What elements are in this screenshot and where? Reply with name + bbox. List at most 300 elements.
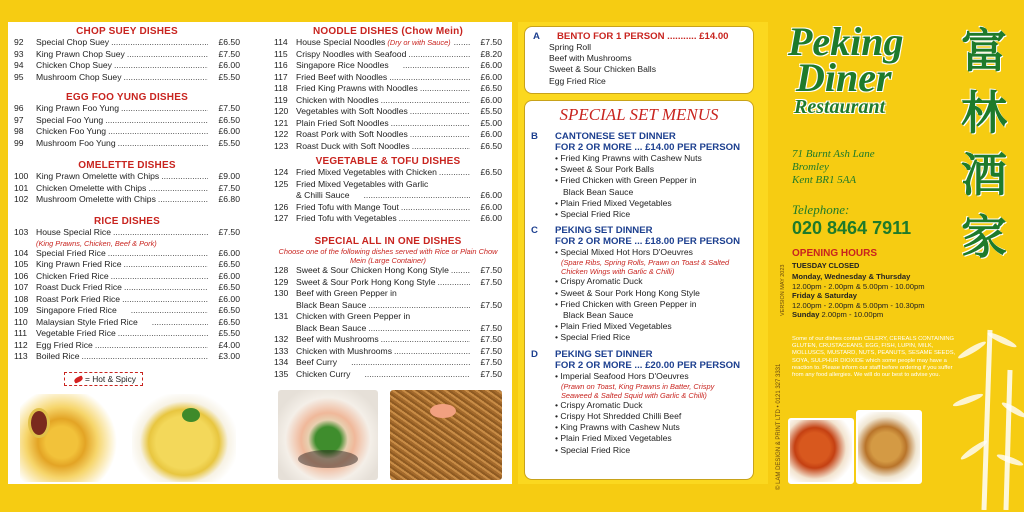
- item-number: 115: [274, 48, 288, 59]
- set-item: • Crispy Aromatic Duck: [555, 399, 643, 410]
- item-name-wrap: [36, 305, 208, 317]
- item-name: Vegetables with Soft Noodles: [296, 106, 408, 116]
- item-name-wrap: [36, 294, 208, 306]
- set-header: [531, 349, 747, 360]
- menu-item: [274, 265, 502, 277]
- set-list: [531, 131, 747, 456]
- item-name-wrap: [296, 179, 470, 191]
- item-number: 132: [274, 334, 289, 344]
- item-price: £7.50: [470, 265, 502, 277]
- item-number: 119: [274, 94, 288, 105]
- menu-item: [274, 106, 502, 118]
- hours-times: 12.00pm - 2.00pm & 5.00pm - 10.00pm: [792, 281, 925, 291]
- item-name-wrap: [296, 300, 470, 312]
- set-letter: B: [531, 131, 538, 142]
- hours-title: OPENING HOURS: [792, 248, 878, 259]
- item-price: £7.50: [470, 357, 502, 369]
- item-price: £6.00: [208, 294, 240, 306]
- chili-icon: [352, 192, 362, 200]
- item-number: 106: [14, 270, 29, 281]
- item-price: £6.50: [208, 37, 240, 49]
- menu-item: [14, 271, 240, 283]
- bento-item: Beef with Mushrooms: [549, 53, 632, 64]
- item-name: Beef with Mushrooms: [296, 334, 379, 344]
- item-number: 113: [14, 351, 28, 361]
- item-name-wrap: [296, 288, 470, 300]
- section-note: Choose one of the following dishes served with Rice or Plain Chow Mein (Large Container): [278, 247, 498, 265]
- item-price: £6.00: [208, 248, 240, 260]
- section-title: OMELETTE DISHES: [78, 160, 176, 171]
- item-number: 125: [274, 178, 289, 189]
- item-note: (Dry or with Sauce): [385, 38, 451, 47]
- menu-item: [14, 340, 240, 352]
- item-price: £6.50: [208, 305, 240, 317]
- menu-section-omelette: [14, 160, 240, 206]
- item-price: £6.00: [470, 190, 502, 202]
- item-name-wrap: [296, 49, 470, 61]
- item-number: [274, 190, 296, 202]
- item-price: £6.00: [470, 213, 502, 225]
- item-name: Chicken with Mushrooms: [296, 345, 392, 356]
- telephone-label: Telephone:: [792, 202, 850, 217]
- item-name-wrap: [36, 37, 208, 49]
- item-name-wrap: [296, 311, 470, 323]
- menu-item: [14, 115, 240, 127]
- item-price: £7.50: [470, 334, 502, 346]
- item-name: Fried Mixed Vegetables with Chicken: [296, 167, 437, 177]
- chili-icon: [339, 359, 349, 367]
- food-photo-chicken-balls: [788, 418, 854, 484]
- item-name-wrap: [36, 328, 208, 340]
- item-name: King Prawn Chop Suey: [36, 48, 125, 59]
- menu-item: [274, 72, 502, 84]
- item-number: 128: [274, 265, 289, 275]
- item-name-wrap: [36, 49, 208, 61]
- item-number: 92: [14, 37, 24, 47]
- bento-item: Sweet & Sour Chicken Balls: [549, 64, 656, 75]
- item-number: 118: [274, 83, 288, 93]
- item-price: [470, 288, 502, 300]
- item-number: 95: [14, 71, 24, 82]
- set-title: CANTONESE SET DINNER: [555, 131, 676, 142]
- item-name-wrap: [296, 190, 470, 202]
- item-number: [274, 300, 296, 312]
- item-price: £6.00: [470, 202, 502, 214]
- item-price: £6.50: [208, 317, 240, 329]
- item-price: £6.50: [470, 83, 502, 95]
- item-name: Special Foo Yung: [36, 114, 104, 125]
- item-name: Roast Duck Fried Rice: [36, 282, 122, 292]
- menu-item: [14, 305, 240, 317]
- item-name: Sweet & Sour Chicken Hong Kong Style: [296, 265, 449, 275]
- item-number: 104: [14, 247, 29, 258]
- item-name-wrap: [296, 265, 470, 277]
- item-price: £7.50: [470, 323, 502, 335]
- bento-item: Spring Roll: [549, 42, 592, 52]
- set-item: Black Bean Sauce: [563, 310, 634, 321]
- menu-item: [274, 37, 502, 49]
- item-number: 101: [14, 182, 29, 193]
- set-item: • Special Fried Rice: [555, 332, 631, 343]
- item-price: £4.00: [208, 340, 240, 352]
- item-name: Black Bean Sauce: [296, 299, 367, 310]
- item-number: 96: [14, 103, 24, 113]
- item-number: 117: [274, 71, 288, 82]
- set-item: • Fried Chicken with Green Pepper in: [555, 175, 697, 186]
- item-name: Sweet & Sour Pork Hong Kong Style: [296, 276, 436, 287]
- hours-row: [792, 291, 925, 310]
- item-name-wrap: [36, 317, 208, 329]
- item-number: [274, 323, 296, 335]
- set-letter: D: [531, 348, 538, 360]
- item-name: Singapore Fried Rice: [36, 305, 130, 315]
- hot-spicy-legend: [64, 372, 143, 386]
- menu-item: [14, 227, 240, 239]
- set-item: • Plain Fried Mixed Vegetables: [555, 321, 672, 332]
- item-name: Fried King Prawns with Noodles: [296, 83, 418, 93]
- name-restaurant: Restaurant: [794, 96, 886, 118]
- item-name-wrap: [296, 167, 470, 179]
- item-price: £7.50: [470, 300, 502, 312]
- item-name-wrap: [296, 106, 470, 118]
- item-name: House Special Rice: [36, 227, 111, 237]
- menu-item: [274, 357, 502, 369]
- item-price: £5.50: [208, 328, 240, 340]
- item-name-wrap: [296, 72, 470, 84]
- menu-section-chop-suey: [14, 26, 240, 83]
- item-name-wrap: [36, 183, 208, 195]
- menu-item: [14, 294, 240, 306]
- item-number: 129: [274, 276, 289, 287]
- chili-icon: [73, 376, 83, 384]
- item-name: King Prawn Fried Rice: [36, 259, 122, 269]
- item-name-wrap: [36, 282, 208, 294]
- chili-icon: [119, 307, 129, 315]
- version-note: VERSION MAY 2023: [780, 264, 786, 316]
- item-price: £7.50: [208, 103, 240, 115]
- item-number: 131: [274, 311, 289, 321]
- item-number: 93: [14, 48, 24, 59]
- item-number: 100: [14, 171, 29, 181]
- menu-item: [14, 248, 240, 260]
- item-number: 108: [14, 293, 29, 304]
- item-name-wrap: [36, 194, 208, 206]
- chili-icon: [140, 318, 150, 326]
- set-menu: [531, 131, 747, 220]
- set-price: FOR 2 OR MORE ... £14.00 PER PERSON: [555, 142, 740, 153]
- set-item: • Crispy Hot Shredded Chilli Beef: [555, 411, 682, 422]
- set-item: Black Bean Sauce: [563, 186, 634, 197]
- opening-hours: [792, 272, 925, 320]
- item-name-wrap: [296, 129, 470, 141]
- item-name-wrap: [296, 202, 470, 214]
- item-name: King Prawn Foo Yung: [36, 103, 119, 113]
- item-price: £7.50: [208, 227, 240, 239]
- item-name-wrap: [36, 259, 208, 271]
- tuesday-closed: TUESDAY CLOSED: [792, 261, 860, 270]
- item-number: 127: [274, 213, 289, 223]
- food-photo-prawns: [20, 394, 124, 482]
- menu-item: [14, 317, 240, 329]
- menu-item: [274, 311, 502, 323]
- item-price: [470, 311, 502, 323]
- bento-box: [524, 26, 754, 94]
- restaurant-name: [788, 19, 904, 118]
- item-name: Crispy Noodles with Seafood: [296, 48, 407, 59]
- item-number: 126: [274, 201, 289, 212]
- item-name: Roast Duck with Soft Noodles: [296, 140, 410, 151]
- item-name: Chicken with Noodles: [296, 94, 379, 105]
- item-name-wrap: [36, 271, 208, 283]
- food-photo-stirfry: [278, 390, 378, 480]
- item-price: £7.50: [208, 49, 240, 61]
- set-item: • King Prawns with Cashew Nuts: [555, 422, 680, 433]
- item-number: 121: [274, 117, 289, 128]
- item-price: [470, 179, 502, 191]
- menu-panel-left: [8, 22, 512, 484]
- item-name: Special Chop Suey: [36, 37, 110, 47]
- item-price: £6.00: [470, 95, 502, 107]
- bento-items: [533, 42, 745, 87]
- item-price: £7.50: [470, 277, 502, 289]
- set-item: • Fried King Prawns with Cashew Nuts: [555, 153, 702, 163]
- item-name-wrap: [36, 340, 208, 352]
- menu-item: [274, 118, 502, 130]
- section-title: CHOP SUEY DISHES: [76, 26, 178, 37]
- item-number: 116: [274, 60, 288, 70]
- set-header: [531, 225, 747, 236]
- item-name: Egg Fried Rice: [36, 339, 93, 350]
- menu-item: [274, 300, 502, 312]
- chinese-character: 家: [961, 210, 1007, 264]
- menu-item: [14, 183, 240, 195]
- item-number: 105: [14, 259, 29, 269]
- item-price: £6.50: [208, 282, 240, 294]
- item-name: Mushroom Chop Suey: [36, 71, 122, 82]
- item-name-wrap: [296, 334, 470, 346]
- menu-item: [14, 60, 240, 72]
- item-number: 99: [14, 137, 24, 148]
- item-name: & Chilli Sauce: [296, 190, 363, 200]
- menu-item: [274, 95, 502, 107]
- menu-item: [274, 323, 502, 335]
- menu-item: [274, 129, 502, 141]
- bento-letter: A: [533, 31, 540, 42]
- item-number: 114: [274, 37, 288, 47]
- section-title: EGG FOO YUNG DISHES: [66, 92, 188, 103]
- bento-item: Egg Fried Rice: [549, 75, 606, 86]
- item-number: 134: [274, 357, 289, 367]
- item-number: 103: [14, 227, 29, 237]
- menu-item: [274, 288, 502, 300]
- hours-days: Sunday: [792, 310, 820, 320]
- address-line: Bromley: [792, 161, 829, 173]
- menu-item: [274, 334, 502, 346]
- chinese-character: 林: [961, 86, 1007, 140]
- item-price: £5.00: [470, 118, 502, 130]
- item-name-wrap: [296, 60, 470, 72]
- set-note: (Spare Ribs, Spring Rolls, Prawn on Toast & Salted Chicken Wings with Garlic & Chilli): [561, 258, 730, 277]
- item-number: 130: [274, 288, 289, 298]
- menu-section-all-in-one: [274, 236, 502, 380]
- item-price: £8.20: [470, 49, 502, 61]
- item-number: 107: [14, 282, 29, 292]
- item-price: £5.50: [208, 72, 240, 84]
- item-name-wrap: [296, 346, 470, 358]
- item-name-wrap: [36, 138, 208, 150]
- special-set-title: SPECIAL SET MENUS: [559, 105, 719, 124]
- item-number: 124: [274, 167, 289, 177]
- item-price: £6.00: [208, 271, 240, 283]
- item-number: 111: [14, 328, 28, 338]
- item-name: Beef with Green Pepper in: [296, 288, 397, 298]
- hours-row: [792, 310, 925, 320]
- item-number: 133: [274, 345, 289, 356]
- menu-item: [14, 282, 240, 294]
- name-diner: Diner: [796, 55, 892, 100]
- item-name-wrap: [36, 351, 208, 363]
- item-name-wrap: [296, 357, 470, 369]
- menu-item: [274, 141, 502, 153]
- item-name: Chicken with Green Pepper in: [296, 311, 411, 321]
- set-item: • Fried Chicken with Green Pepper in: [555, 298, 697, 309]
- item-name: Chicken Fried Rice: [36, 270, 109, 281]
- telephone-number[interactable]: 020 8464 7911: [792, 218, 912, 238]
- bento-title: BENTO FOR 1 PERSON ........... £14.00: [557, 31, 729, 42]
- item-price: £6.50: [470, 141, 502, 153]
- food-photo-spring-rolls: [856, 410, 922, 484]
- chinese-character: 酒: [961, 148, 1007, 202]
- menu-item: [14, 259, 240, 271]
- item-price: £6.50: [470, 167, 502, 179]
- item-name-wrap: [296, 37, 470, 49]
- legend-text: = Hot & Spicy: [85, 374, 136, 384]
- item-name-wrap: [36, 115, 208, 127]
- item-price: £6.50: [208, 259, 240, 271]
- item-name: Chicken Curry: [296, 369, 363, 379]
- chinese-name: [954, 20, 1014, 268]
- item-name: King Prawn Omelette with Chips: [36, 171, 160, 181]
- item-name-wrap: [36, 126, 208, 138]
- section-title: SPECIAL ALL IN ONE DISHES: [314, 236, 462, 247]
- menu-item: [274, 346, 502, 358]
- menu-item: [14, 49, 240, 61]
- item-name-wrap: [296, 83, 470, 95]
- item-number: 97: [14, 114, 24, 125]
- item-name: Fried Tofu with Mange Tout: [296, 201, 399, 212]
- set-item: • Special Fried Rice: [555, 444, 631, 455]
- item-price: £7.50: [470, 369, 502, 381]
- menu-item: [14, 171, 240, 183]
- item-name-wrap: [296, 213, 470, 225]
- hours-times: 12.00pm - 2.00pm & 5.00pm - 10.30pm: [792, 300, 925, 310]
- address: [792, 148, 875, 187]
- menu-section-noodle: [274, 26, 502, 152]
- menu-item: [14, 138, 240, 150]
- item-price: £9.00: [208, 171, 240, 183]
- item-name: Beef Curry: [296, 357, 350, 367]
- item-name: Fried Tofu with Vegetables: [296, 213, 397, 223]
- set-title: PEKING SET DINNER: [555, 348, 653, 360]
- address-line: 71 Burnt Ash Lane: [792, 148, 875, 160]
- set-item: • Imperial Seafood Hors D'Oeuvres: [555, 370, 689, 381]
- item-name: Fried Mixed Vegetables with Garlic: [296, 178, 429, 189]
- item-name: Mushroom Omelette with Chips: [36, 194, 156, 204]
- item-number: 122: [274, 129, 289, 139]
- menu-item: [274, 369, 502, 381]
- item-name: Roast Pork Fried Rice: [36, 293, 121, 304]
- set-note: (Prawn on Toast, King Prawns in Batter, Crispy Seaweed & Salted Squid with Garlic & Chilli): [561, 381, 715, 400]
- set-header: [531, 131, 747, 142]
- menu-item: [274, 179, 502, 191]
- item-price: £6.80: [208, 194, 240, 206]
- menu-item: [14, 72, 240, 84]
- item-number: 98: [14, 126, 24, 136]
- item-name-wrap: [296, 369, 470, 381]
- item-number: 135: [274, 368, 289, 379]
- set-item: • Special Mixed Hot Hors D'Oeuvres: [555, 247, 693, 258]
- hours-times: 2.00pm - 10.00pm: [819, 310, 884, 320]
- set-menu-panel: [518, 22, 768, 484]
- hours-row: [792, 272, 925, 291]
- item-price: £6.00: [470, 60, 502, 72]
- item-price: £5.50: [470, 106, 502, 118]
- set-item: • Plain Fried Mixed Vegetables: [555, 197, 672, 208]
- menu-item: [14, 328, 240, 340]
- item-price: £6.00: [470, 72, 502, 84]
- item-name: Chicken Chop Suey: [36, 60, 112, 70]
- item-name-wrap: [36, 248, 208, 260]
- item-name-wrap: [296, 95, 470, 107]
- menu-section-vegetable-tofu: [274, 156, 502, 225]
- item-name: Boiled Rice: [36, 351, 80, 361]
- section-title: RICE DISHES: [93, 216, 161, 227]
- item-name: Mushroom Foo Yung: [36, 137, 116, 148]
- menu-item: [274, 202, 502, 214]
- menu-item: [274, 213, 502, 225]
- item-number: 110: [14, 316, 28, 327]
- section-title: VEGETABLE & TOFU DISHES: [315, 156, 461, 167]
- item-note: (King Prawns, Chicken, Beef & Pork): [36, 238, 157, 248]
- set-title: PEKING SET DINNER: [555, 225, 653, 237]
- item-name: Chicken Omelette with Chips: [36, 182, 147, 193]
- item-price: £6.00: [208, 60, 240, 72]
- set-item: • Crispy Aromatic Duck: [555, 276, 643, 287]
- cover-panel: [784, 0, 1024, 512]
- item-number: 94: [14, 60, 24, 70]
- set-item: • Plain Fried Mixed Vegetables: [555, 433, 672, 444]
- item-name-wrap: [296, 323, 470, 335]
- set-item: • Sweet & Sour Pork Hong Kong Style: [555, 287, 700, 298]
- item-price: £7.50: [470, 37, 502, 49]
- menu-item: [274, 83, 502, 95]
- item-name: Roast Pork with Soft Noodles: [296, 129, 408, 139]
- item-name-wrap: [296, 277, 470, 289]
- item-name-wrap: [296, 118, 470, 130]
- menu-item: [14, 126, 240, 138]
- item-name: Special Fried Rice: [36, 247, 106, 258]
- item-price: £3.00: [208, 351, 240, 363]
- item-name: Singapore Rice Noodles: [296, 60, 402, 70]
- bamboo-decoration: [944, 310, 1024, 510]
- set-item: • Sweet & Sour Pork Balls: [555, 164, 655, 175]
- item-name-wrap: [36, 72, 208, 84]
- menu-section-egg-foo-yung: [14, 92, 240, 149]
- chinese-character: 富: [961, 24, 1007, 78]
- item-name: Fried Beef with Noodles: [296, 71, 388, 82]
- menu-item: [274, 190, 502, 202]
- item-number: 120: [274, 106, 289, 116]
